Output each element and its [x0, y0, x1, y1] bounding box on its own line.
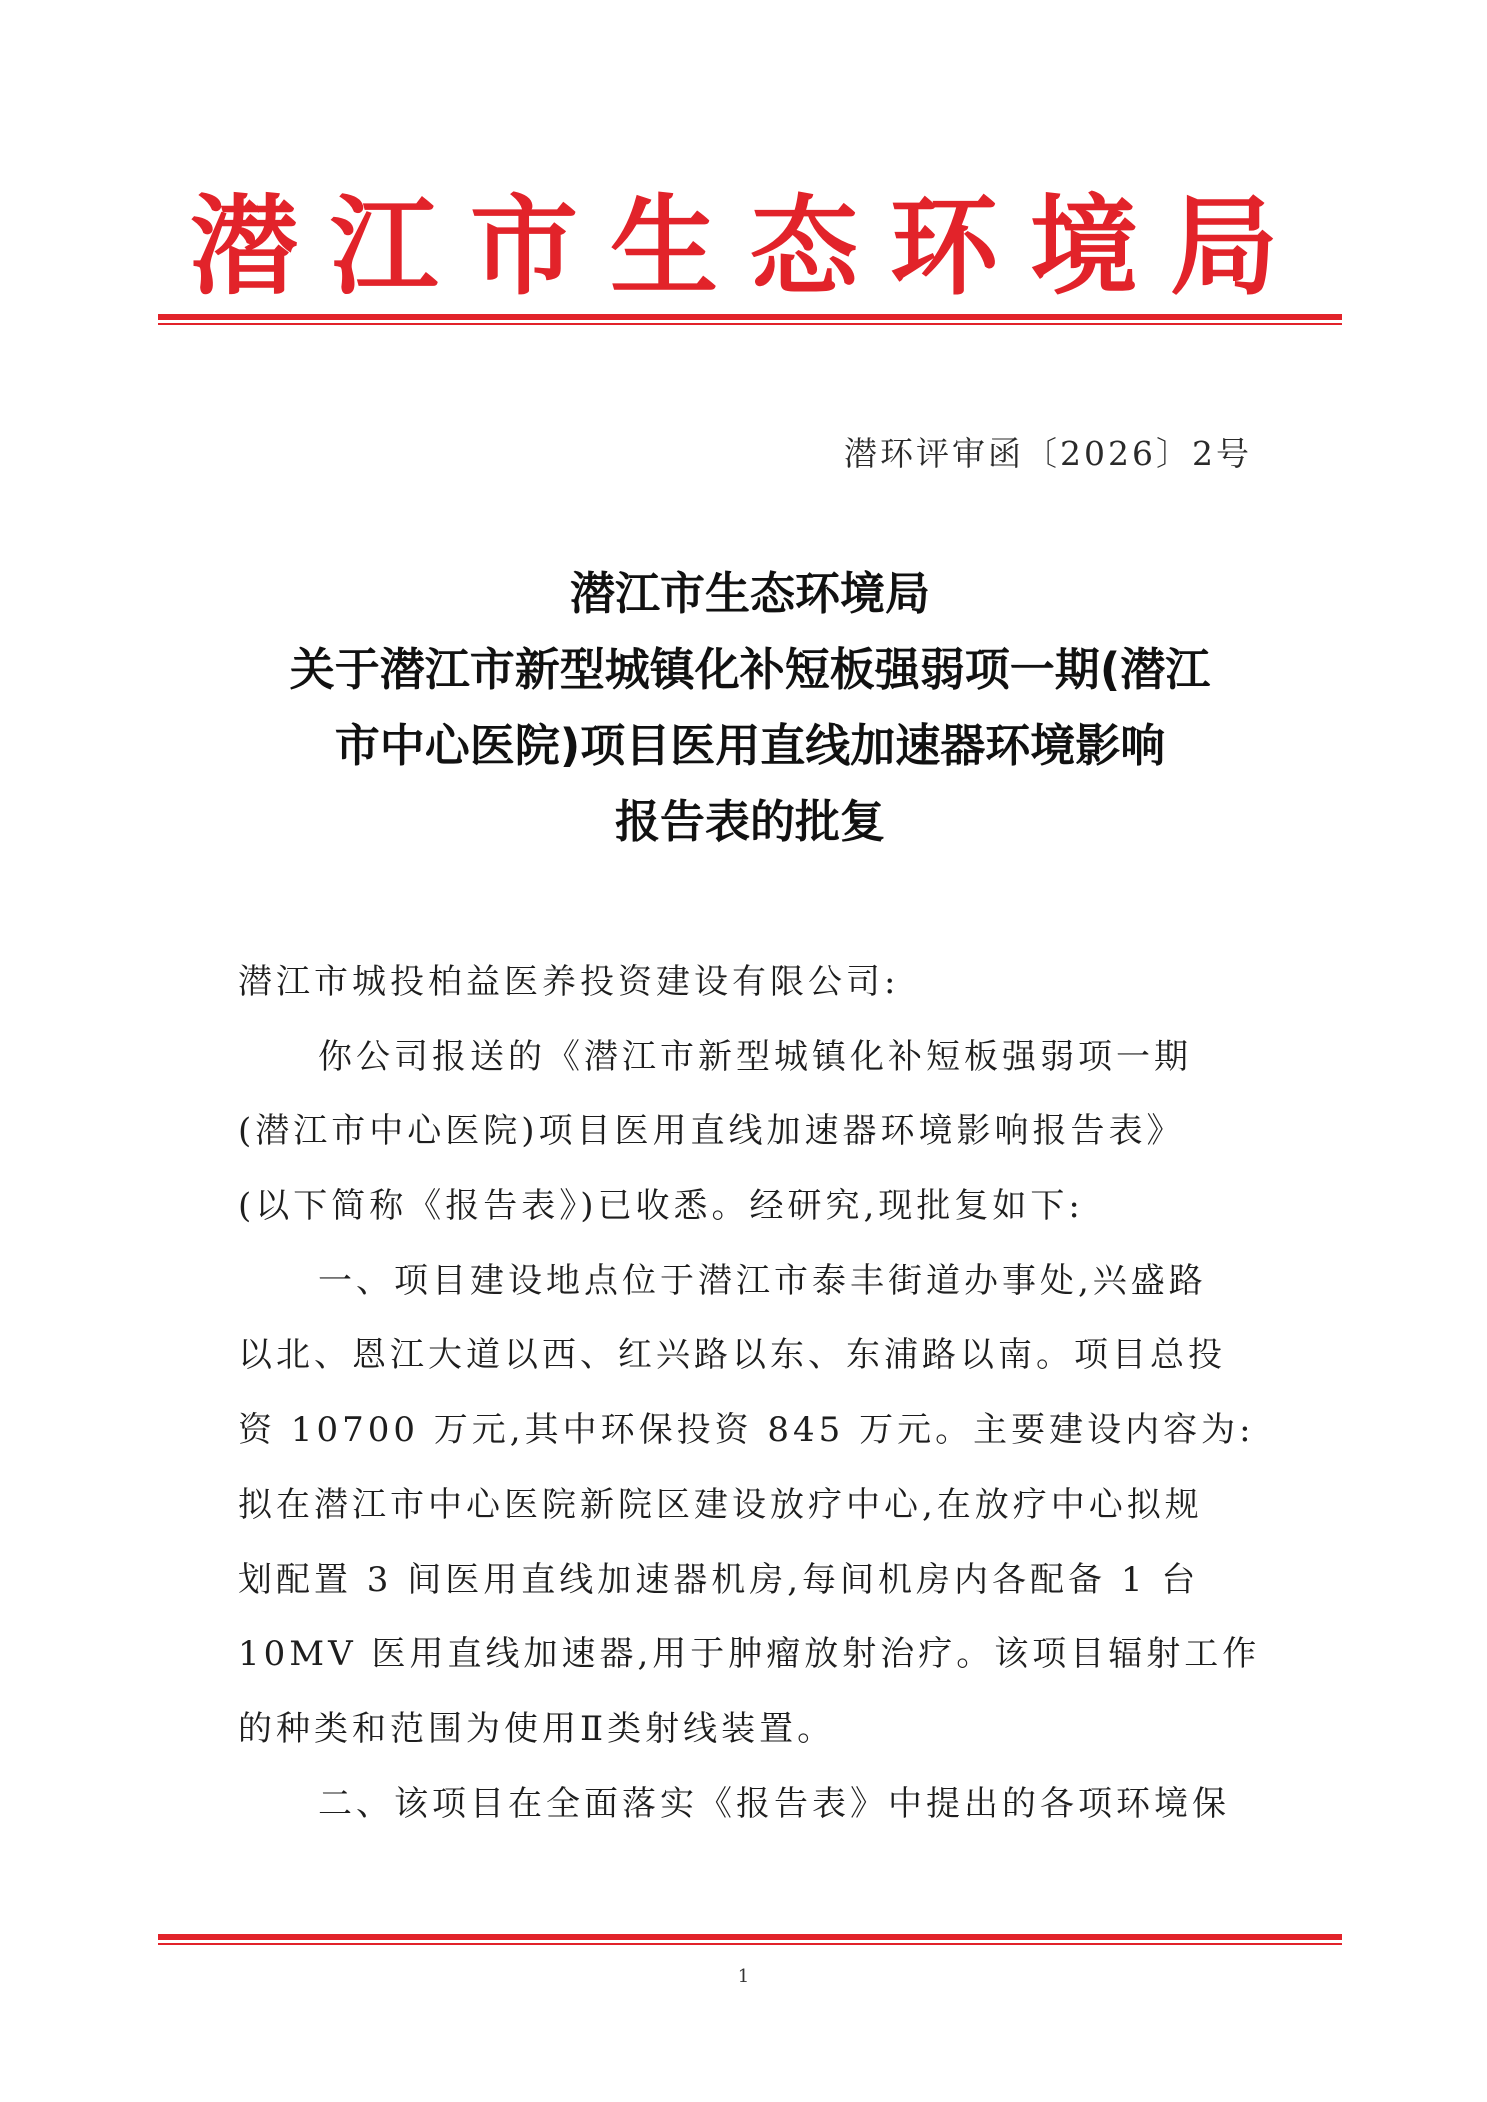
masthead-divider — [158, 314, 1342, 325]
title-line: 关于潜江市新型城镇化补短板强弱项一期(潜江 — [289, 643, 1211, 696]
document-number: 潜环评审函〔2026〕2号 — [844, 434, 1252, 473]
body-line: 的种类和范围为使用Ⅱ类射线装置。 — [238, 1708, 836, 1749]
body-line: 划配置 3 间医用直线加速器机房,每间机房内各配备 1 台 — [238, 1559, 1200, 1600]
title-line: 潜江市生态环境局 — [569, 567, 930, 620]
body-line: 拟在潜江市中心医院新院区建设放疗中心,在放疗中心拟规 — [238, 1484, 1203, 1525]
body-line: 你公司报送的《潜江市新型城镇化补短板强弱项一期 — [318, 1036, 1192, 1077]
body-line: 以北、恩江大道以西、红兴路以东、东浦路以南。项目总投 — [238, 1335, 1226, 1376]
body-line: (以下简称《报告表》)已收悉。经研究,现批复如下: — [238, 1186, 1084, 1227]
masthead-title: 潜江市生态环境局 — [189, 185, 1310, 310]
body-line: 一、项目建设地点位于潜江市泰丰街道办事处,兴盛路 — [318, 1260, 1207, 1301]
body-line: 资 10700 万元,其中环保投资 845 万元。主要建设内容为: — [238, 1410, 1255, 1451]
body-line: 二、该项目在全面落实《报告表》中提出的各项环境保 — [318, 1783, 1230, 1824]
document-title — [200, 556, 1300, 860]
addressee: 潜江市城投柏益医养投资建设有限公司: — [238, 962, 900, 1002]
body-line: 10MV 医用直线加速器,用于肿瘤放射治疗。该项目辐射工作 — [238, 1634, 1261, 1675]
body-line: (潜江市中心医院)项目医用直线加速器环境影响报告表》 — [238, 1111, 1185, 1152]
page-number: 1 — [737, 1966, 750, 1987]
document-body — [238, 945, 1261, 1841]
footer-divider — [158, 1934, 1342, 1945]
title-line: 报告表的批复 — [614, 795, 885, 848]
title-line: 市中心医院)项目医用直线加速器环境影响 — [334, 719, 1166, 772]
